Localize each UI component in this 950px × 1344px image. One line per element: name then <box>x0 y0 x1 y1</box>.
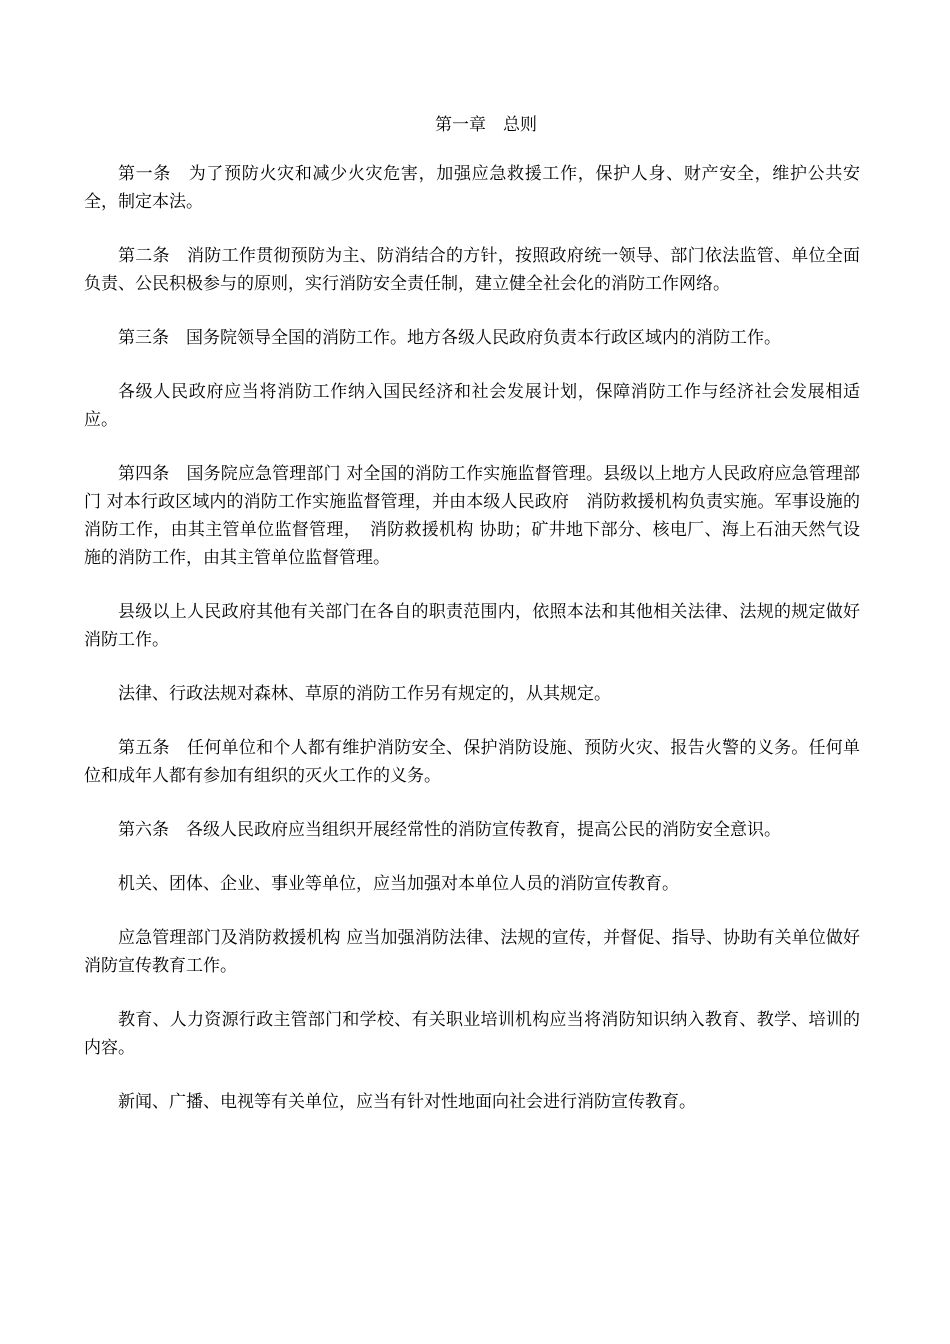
chapter-title: 第一章 总则 <box>435 115 537 135</box>
paragraph-article-4: 第四条 国务院应急管理部门 对全国的消防工作实施监督管理。县级以上地方人民政府应急管理部门 对本行政区域内的消防工作实施监督管理，并由本级人民政府 消防救援机构负责实施。军事设施的消防工作，由其主管单位监督管理， 消防救援机构 协助；矿井地下部分、核电厂、海上石油天然气设施的消防工作，由其主管单位监督管理。 <box>84 464 860 568</box>
paragraph-article-3-clause-2: 各级人民政府应当将消防工作纳入国民经济和社会发展计划，保障消防工作与经济社会发展相适应。 <box>84 382 860 430</box>
paragraph-article-5: 第五条 任何单位和个人都有维护消防安全、保护消防设施、预防火灾、报告火警的义务。任何单位和成年人都有参加有组织的灭火工作的义务。 <box>84 738 860 786</box>
paragraph-article-2: 第二条 消防工作贯彻预防为主、防消结合的方针，按照政府统一领导、部门依法监管、单位全面负责、公民积极参与的原则，实行消防安全责任制，建立健全社会化的消防工作网络。 <box>84 246 860 294</box>
paragraph-article-6-clause-3: 应急管理部门及消防救援机构 应当加强消防法律、法规的宣传，并督促、指导、协助有关单位做好消防宣传教育工作。 <box>84 928 860 976</box>
paragraph-article-3: 第三条 国务院领导全国的消防工作。地方各级人民政府负责本行政区域内的消防工作。 <box>118 328 781 348</box>
paragraph-article-4-clause-2: 县级以上人民政府其他有关部门在各自的职责范围内，依照本法和其他相关法律、法规的规定做好消防工作。 <box>84 602 860 650</box>
paragraph-article-1: 第一条 为了预防火灾和减少火灾危害，加强应急救援工作，保护人身、财产安全，维护公共安全，制定本法。 <box>84 164 860 212</box>
paragraph-article-6-clause-2: 机关、团体、企业、事业等单位，应当加强对本单位人员的消防宣传教育。 <box>118 874 679 894</box>
paragraph-article-6-clause-5: 新闻、广播、电视等有关单位，应当有针对性地面向社会进行消防宣传教育。 <box>118 1092 696 1112</box>
paragraph-article-4-clause-3: 法律、行政法规对森林、草原的消防工作另有规定的，从其规定。 <box>118 684 611 704</box>
paragraph-article-6: 第六条 各级人民政府应当组织开展经常性的消防宣传教育，提高公民的消防安全意识。 <box>118 820 781 840</box>
paragraph-article-6-clause-4: 教育、人力资源行政主管部门和学校、有关职业培训机构应当将消防知识纳入教育、教学、培训的内容。 <box>84 1010 860 1058</box>
document-page <box>84 110 860 1142</box>
